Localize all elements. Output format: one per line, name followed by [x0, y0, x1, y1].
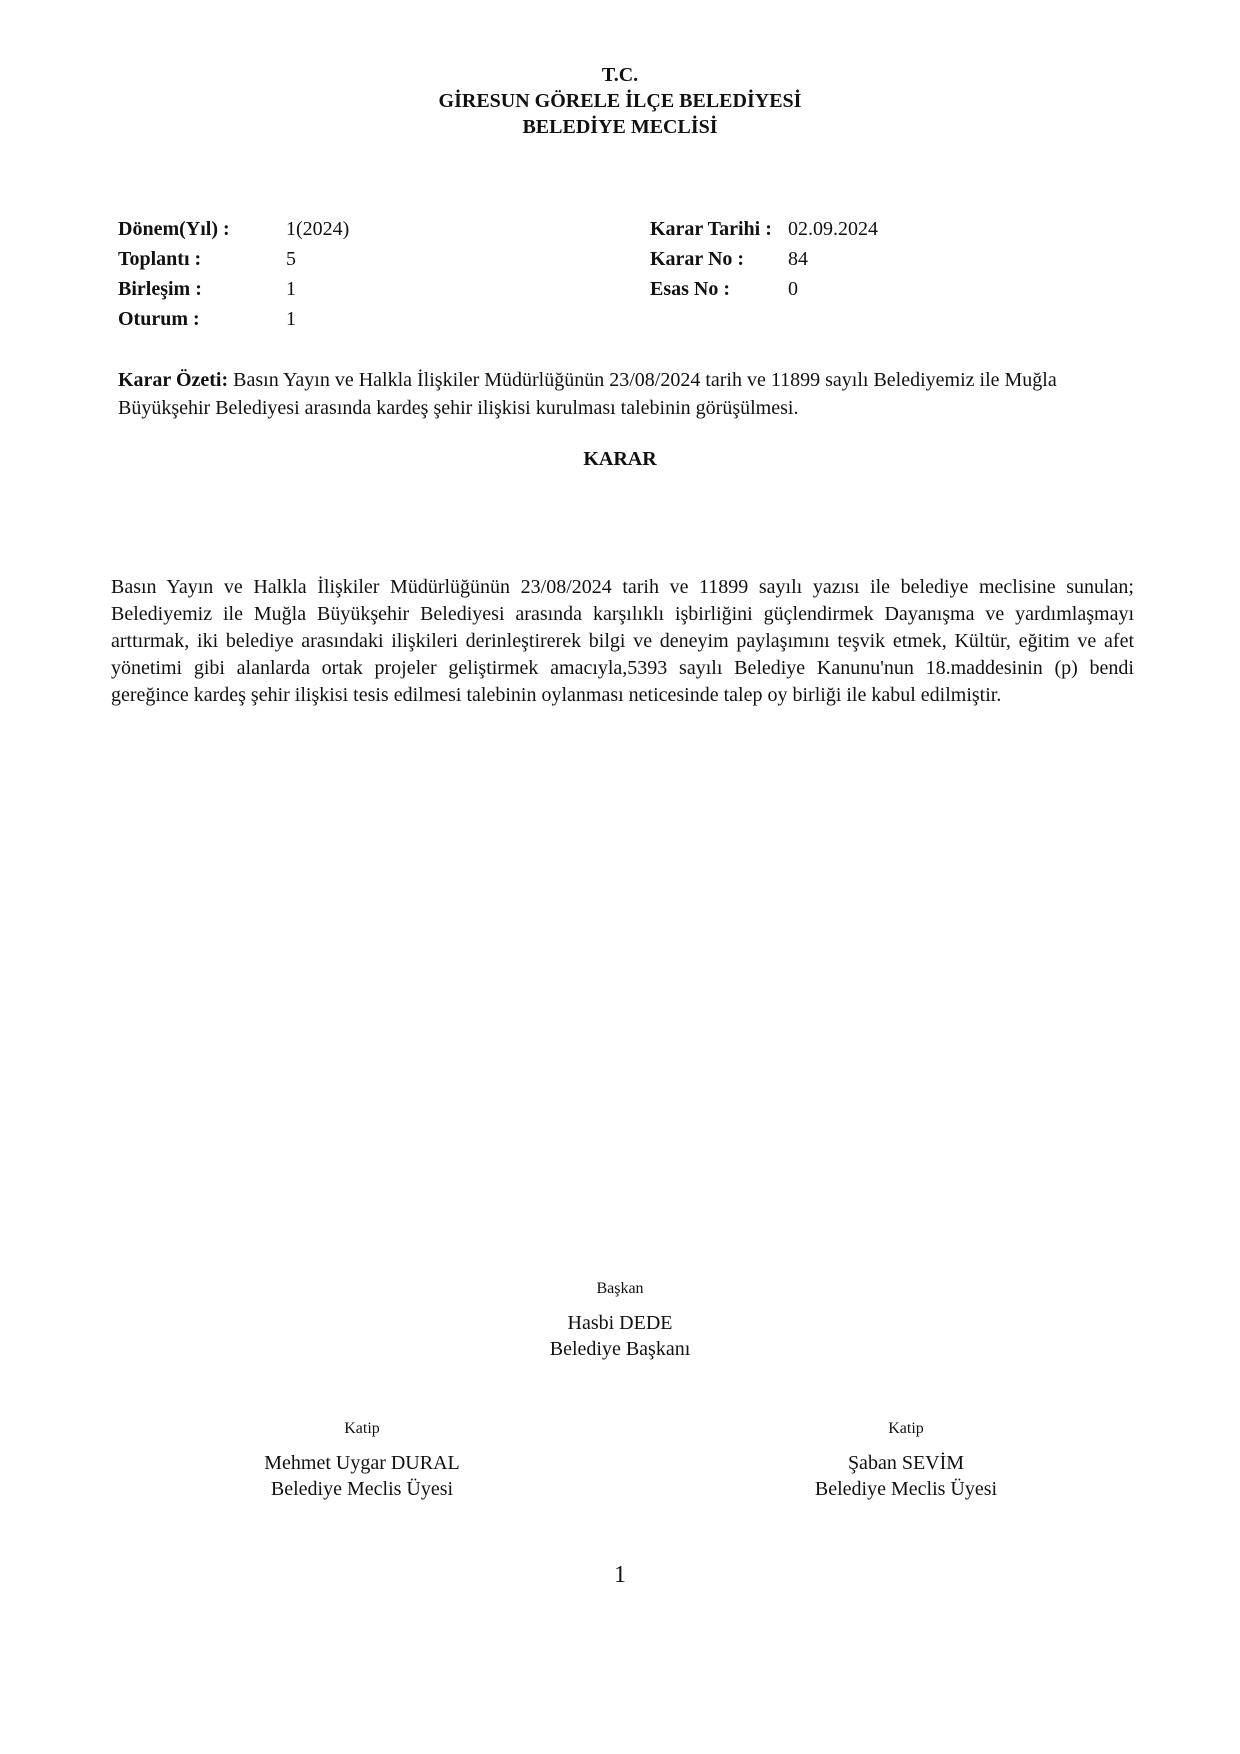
baskan-name: Hasbi DEDE — [567, 1312, 673, 1334]
oturum-label: Oturum : — [118, 308, 200, 330]
katip1-role: Katip — [344, 1420, 380, 1437]
katip2-role: Katip — [888, 1420, 924, 1437]
decision-meta — [118, 214, 1118, 334]
signature-katip-2 — [756, 1418, 1056, 1502]
summary-text: Basın Yayın ve Halkla İlişkiler Müdürlüğünün 23/08/2024 tarih ve 11899 sayılı Belediyemiz ile Muğla Büyükşehir Belediyesi arasında kardeş şehir ilişkisi kurulması talebinin görüşülmesi. — [118, 369, 1057, 419]
meta-row-3 — [118, 274, 1118, 304]
donem-value: 1(2024) — [286, 218, 350, 240]
baskan-title: Belediye Başkanı — [549, 1338, 691, 1360]
baskan-role: Başkan — [596, 1280, 644, 1297]
katip1-title: Belediye Meclis Üyesi — [270, 1478, 454, 1500]
signature-baskan — [470, 1278, 770, 1362]
karar-tarihi-label: Karar Tarihi : — [650, 218, 772, 240]
donem-label: Dönem(Yıl) : — [118, 218, 230, 240]
karar-heading: KARAR — [583, 448, 657, 470]
meta-row-4 — [118, 304, 1118, 334]
katip2-title: Belediye Meclis Üyesi — [814, 1478, 998, 1500]
document-header — [0, 62, 1240, 140]
karar-tarihi-value: 02.09.2024 — [788, 218, 878, 240]
esas-no-value: 0 — [788, 278, 798, 300]
page-number: 1 — [614, 1562, 626, 1588]
header-council: BELEDİYE MECLİSİ — [522, 116, 718, 138]
birlesim-value: 1 — [286, 278, 296, 300]
meta-row-1 — [118, 214, 1118, 244]
esas-no-label: Esas No : — [650, 278, 731, 300]
decision-summary — [118, 366, 1128, 422]
oturum-value: 1 — [286, 308, 296, 330]
toplanti-label: Toplantı : — [118, 248, 202, 270]
karar-no-value: 84 — [788, 248, 808, 270]
header-tc: T.C. — [601, 64, 639, 86]
birlesim-label: Birleşim : — [118, 278, 202, 300]
meta-row-2 — [118, 244, 1118, 274]
decision-body: Basın Yayın ve Halkla İlişkiler Müdürlüğünün 23/08/2024 tarih ve 11899 sayılı yazısı ile belediye meclisine sunulan; Belediyemiz ile Muğla Büyükşehir Belediyesi arasında karşılıklı işbirliğini güçlendirmek Dayanışma ve yardımlaşmayı arttırmak, iki belediye arasındaki ilişkileri derinleştirerek bilgi ve deneyim paylaşımını teşvik etmek, Kültür, eğitim ve afet yönetimi gibi alanlarda ortak projeler geliştirmek amacıyla,5393 sayılı Belediye Kanunu'nun 18.maddesinin (p) bendi gereğince kardeş şehir ilişkisi tesis edilmesi talebinin oylanması neticesinde talep oy birliği ile kabul edilmiştir. — [111, 576, 1134, 706]
summary-label: Karar Özeti: — [118, 369, 229, 391]
toplanti-value: 5 — [286, 248, 296, 270]
karar-no-label: Karar No : — [650, 248, 745, 270]
katip1-name: Mehmet Uygar DURAL — [264, 1452, 460, 1474]
signature-katip-1 — [212, 1418, 512, 1502]
katip2-name: Şaban SEVİM — [847, 1452, 965, 1474]
header-municipality: GİRESUN GÖRELE İLÇE BELEDİYESİ — [438, 90, 802, 112]
